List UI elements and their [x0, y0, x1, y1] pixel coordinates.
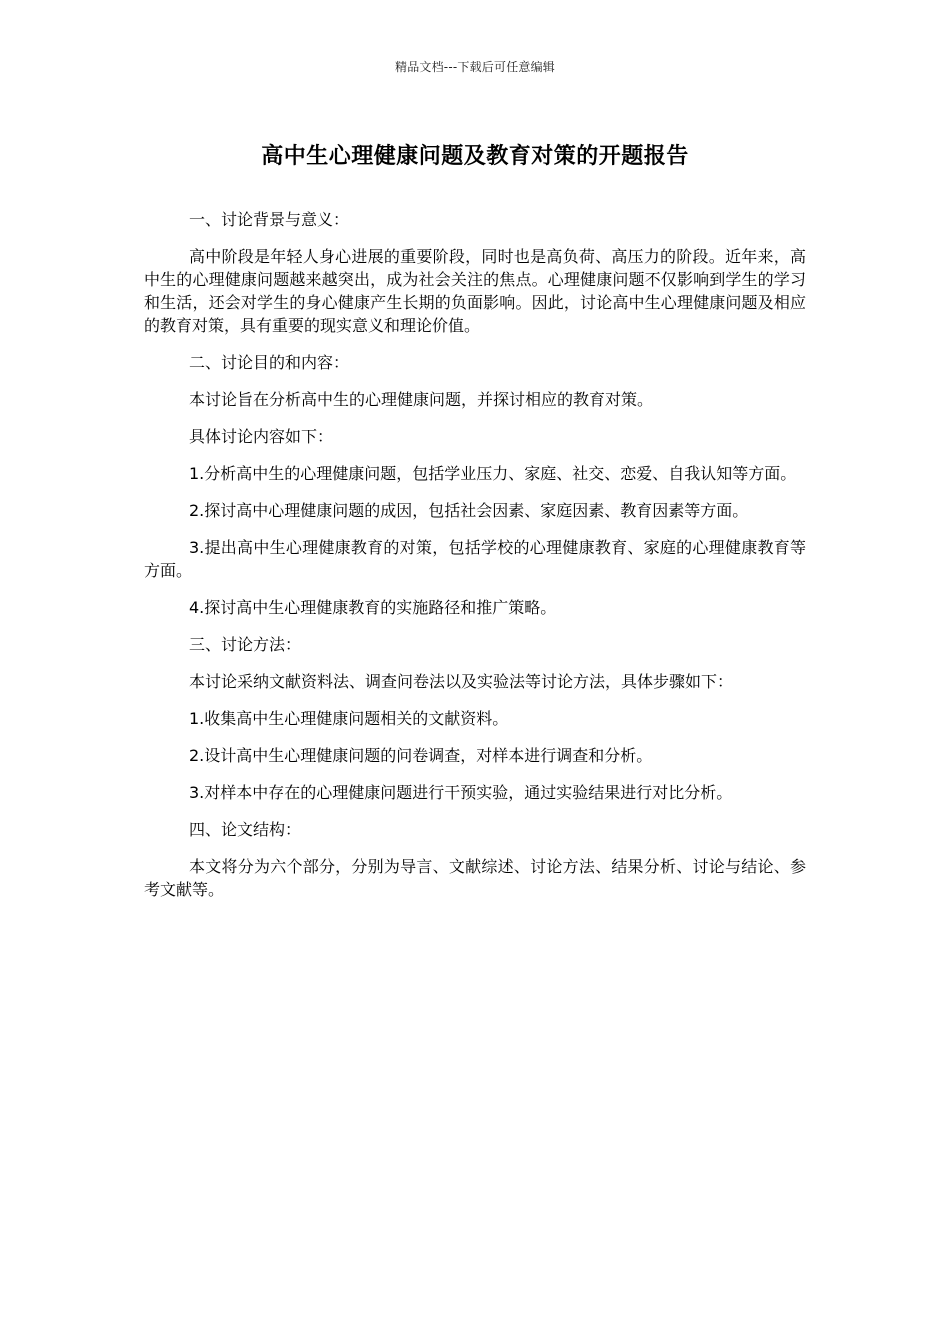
- section-heading-methods: 三、讨论方法：: [189, 635, 302, 654]
- list-item-method-2: 2.设计高中生心理健康问题的问卷调查，对样本进行调查和分析。: [189, 746, 653, 765]
- paragraph-purpose: 本讨论旨在分析高中生的心理健康问题，并探讨相应的教育对策。: [189, 390, 654, 409]
- paragraph-content-intro: 具体讨论内容如下：: [189, 427, 334, 446]
- list-item-method-1: 1.收集高中生心理健康问题相关的文献资料。: [189, 709, 509, 728]
- section-heading-purpose: 二、讨论目的和内容：: [189, 353, 350, 372]
- paragraph-structure: 本文将分为六个部分，分别为导言、文献综述、讨论方法、结果分析、讨论与结论、参考文献等。: [144, 857, 806, 899]
- list-item-content-4: 4.探讨高中生心理健康教育的实施路径和推广策略。: [189, 598, 557, 617]
- list-item-content-1: 1.分析高中生的心理健康问题，包括学业压力、家庭、社交、恋爱、自我认知等方面。: [189, 464, 797, 483]
- document-title: 高中生心理健康问题及教育对策的开题报告: [261, 144, 689, 169]
- section-heading-background: 一、讨论背景与意义：: [189, 210, 350, 229]
- list-item-content-2: 2.探讨高中心理健康问题的成因，包括社会因素、家庭因素、教育因素等方面。: [189, 501, 749, 520]
- list-item-content-3: 3.提出高中生心理健康教育的对策，包括学校的心理健康教育、家庭的心理健康教育等方面。: [144, 538, 806, 580]
- list-item-method-3: 3.对样本中存在的心理健康问题进行干预实验，通过实验结果进行对比分析。: [189, 783, 733, 802]
- header-note: 精品文档---下载后可任意编辑: [395, 60, 555, 74]
- section-heading-structure: 四、论文结构：: [189, 820, 302, 839]
- paragraph-background: 高中阶段是年轻人身心进展的重要阶段，同时也是高负荷、高压力的阶段。近年来，高中生的心理健康问题越来越突出，成为社会关注的焦点。心理健康问题不仅影响到学生的学习和生活，还会对学生的身心健康产生长期的负面影响。因此，讨论高中生心理健康问题及相应的教育对策，具有重要的现实意义和理论价值。: [144, 247, 806, 335]
- paragraph-methods: 本讨论采纳文献资料法、调查问卷法以及实验法等讨论方法，具体步骤如下：: [189, 672, 734, 691]
- document-body: [144, 208, 806, 915]
